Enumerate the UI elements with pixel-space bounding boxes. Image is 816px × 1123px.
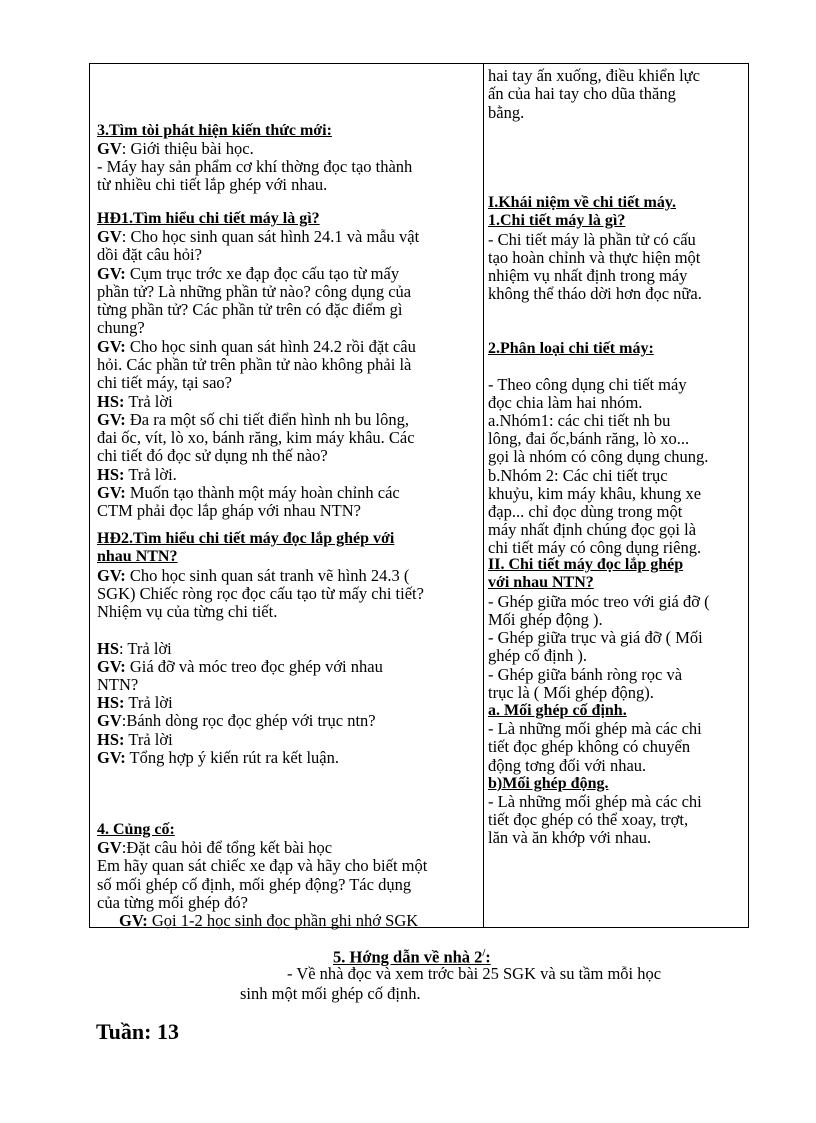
gv-line: GV: Giới thiệu bài học. — [97, 139, 254, 158]
gv-line: GV: Muốn tạo thành một máy hoàn chỉnh các — [97, 483, 400, 502]
section-I-title: I.Khái niệm về chi tiết máy. — [488, 194, 676, 211]
text-line: tạo hoàn chỉnh và thực hiện một — [488, 248, 701, 267]
hs-line: HS: Trả lời — [97, 639, 172, 658]
text-line: đạp... chỉ đọc dùng trong một — [488, 502, 683, 521]
hs-line: HS: Trả lời — [97, 693, 173, 712]
text-line: Nhiệm vụ của từng chi tiết. — [97, 602, 278, 621]
section-I2-title: 2.Phân loại chi tiết máy: — [488, 340, 654, 357]
gv-line: GV: Gọi 1-2 học sinh đọc phần ghi nhớ SGK — [119, 911, 419, 930]
homework-line-1: - Về nhà đọc và xem trớc bài 25 SGK và su tầm mỗi học — [287, 964, 662, 983]
hd2-title: HĐ2.Tìm hiểu chi tiết máy đọc lắp ghép với — [97, 530, 395, 547]
text-line: a.Nhóm1: các chi tiết nh bu — [488, 411, 671, 430]
text-line: chi tiết đó đọc sử dụng nh thế nào? — [97, 446, 328, 465]
hs-line: HS: Trả lời. — [97, 465, 177, 484]
text-line: máy nhất định chúng đọc gọi là — [488, 520, 697, 539]
gv-line: GV: Đa ra một số chi tiết điển hình nh bu lông, — [97, 410, 409, 429]
text-line: b.Nhóm 2: Các chi tiết trục — [488, 466, 668, 485]
text-line: - Máy hay sản phẩm cơ khí thờng đọc tạo thành — [97, 157, 413, 176]
text-line: chi tiết máy, tại sao? — [97, 373, 233, 392]
text-line: gọi là nhóm có công dụng chung. — [488, 447, 709, 466]
hs-line: HS: Trả lời — [97, 730, 173, 749]
text-line: đai ốc, vít, lò xo, bánh răng, kim máy khâu. Các — [97, 428, 415, 447]
gv-line: GV: Cụm trục trớc xe đạp đọc cấu tạo từ mấy — [97, 264, 400, 283]
section-II-title: II. Chi tiết máy đọc lắp ghép — [488, 556, 684, 573]
text-line: chung? — [97, 318, 145, 337]
text-line: Mối ghép động ). — [488, 610, 603, 629]
section-3-title: 3.Tìm tòi phát hiện kiến thức mới: — [97, 122, 332, 139]
text-line: không thể tháo dời hơn đọc nữa. — [488, 284, 702, 303]
hd2-title-cont: nhau NTN? — [97, 548, 178, 565]
text-line: CTM phải đọc lắp gháp với nhau NTN? — [97, 501, 361, 520]
section-4-title: 4. Củng cố: — [97, 821, 175, 838]
gv-line: GV:Bánh dòng rọc đọc ghép với trục ntn? — [97, 711, 376, 730]
text-line: - Theo công dụng chi tiết máy — [488, 375, 687, 394]
section-I1-title: 1.Chi tiết máy là gì? — [488, 212, 626, 229]
text-line: - Chi tiết máy là phần tử có cấu — [488, 230, 696, 249]
text-line: - Ghép giữa trục và giá đỡ ( Mối — [488, 628, 703, 647]
text-line: động tơng đối với nhau. — [488, 756, 647, 775]
text-line: dồi đặt câu hỏi? — [97, 245, 202, 264]
gv-line: GV: Cho học sinh quan sát hình 24.2 rồi đặt câu — [97, 337, 416, 356]
gv-line: GV: Tổng hợp ý kiến rút ra kết luận. — [97, 748, 339, 767]
text-line: chi tiết máy có công dụng riêng. — [488, 538, 702, 557]
homework-line-2: sinh một mối ghép cố định. — [240, 984, 421, 1003]
text-line: tiết đọc ghép không có chuyển — [488, 737, 691, 756]
lesson-table — [89, 63, 749, 928]
text-line: NTN? — [97, 675, 139, 694]
section-II-title-cont: với nhau NTN? — [488, 574, 594, 591]
text-line: số mối ghép cố định, mối ghép động? Tác dụng — [97, 875, 412, 894]
text-line: trục là ( Mối ghép động). — [488, 683, 654, 702]
text-line: ấn của hai tay cho dũa thăng — [488, 84, 676, 103]
text-line: nhiệm vụ nhất định trong máy — [488, 266, 688, 285]
text-line: từ nhiều chi tiết lắp ghép với nhau. — [97, 175, 328, 194]
hs-line: HS: Trả lời — [97, 392, 173, 411]
gv-line: GV: Cho học sinh quan sát tranh vẽ hình 24.3 ( — [97, 566, 410, 585]
text-line: khuỷu, kim máy khâu, khung xe — [488, 484, 702, 503]
section-a-title: a. Mối ghép cố định. — [488, 702, 627, 719]
text-line: - Là những mối ghép mà các chi — [488, 719, 702, 738]
text-line: tiết đọc ghép có thể xoay, trợt, — [488, 810, 689, 829]
section-b-title: b)Mối ghép động. — [488, 775, 609, 792]
text-line: hai tay ấn xuống, điều khiển lực — [488, 66, 700, 85]
column-divider — [483, 64, 484, 927]
text-line: phần tử? Là những phần tử nào? công dụng của — [97, 282, 412, 301]
gv-line: GV:Đặt câu hỏi để tổng kết bài học — [97, 838, 333, 857]
text-line: đọc chia làm hai nhóm. — [488, 393, 643, 412]
text-line: từng phần tử? Các phần tử trên có đặc điểm gì — [97, 300, 403, 319]
gv-line: GV: Cho học sinh quan sát hình 24.1 và mẫu vật — [97, 227, 420, 246]
homework-title: 5. Hớng dẫn về nhà 2/: — [333, 947, 491, 967]
text-line: bằng. — [488, 103, 525, 122]
text-line: Em hãy quan sát chiếc xe đạp và hãy cho biết một — [97, 856, 428, 875]
text-line: hỏi. Các phần tử trên phần tử nào không phải là — [97, 355, 412, 374]
text-line: - Ghép giữa móc treo với giá đỡ ( — [488, 592, 710, 611]
week-label: Tuần: 13 — [96, 1019, 179, 1044]
text-line: ghép cố định ). — [488, 646, 587, 665]
hd1-title: HĐ1.Tìm hiểu chi tiết máy là gì? — [97, 210, 320, 227]
text-line: - Là những mối ghép mà các chi — [488, 792, 702, 811]
text-line: của từng mối ghép đó? — [97, 893, 248, 912]
text-line: - Ghép giữa bánh ròng rọc và — [488, 665, 683, 684]
text-line: lông, đai ốc,bánh răng, lò xo... — [488, 429, 690, 448]
text-line: SGK) Chiếc ròng rọc đọc cấu tạo từ mấy chi tiết? — [97, 584, 424, 603]
gv-line: GV: Giá đỡ và móc treo đọc ghép với nhau — [97, 657, 383, 676]
text-line: lăn và ăn khớp với nhau. — [488, 828, 652, 847]
